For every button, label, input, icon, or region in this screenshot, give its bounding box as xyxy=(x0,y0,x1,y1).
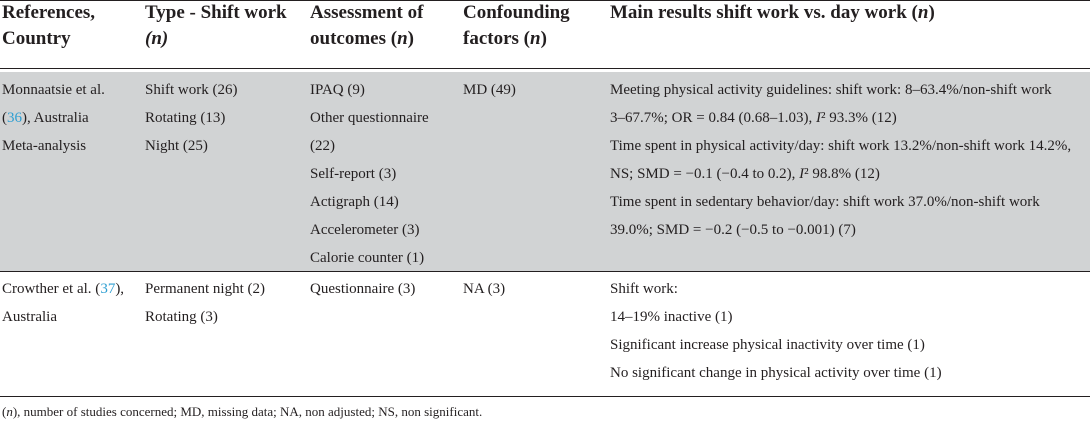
results-cell: Shift work: 14–19% inactive (1) Significant increase physical inactivity over time (1) No significant change in physical activity over time (1) xyxy=(610,281,942,381)
header-confounding: Confounding factors (n) xyxy=(463,2,570,49)
header-references-country: References, Country xyxy=(2,2,96,49)
citation-link[interactable]: 37 xyxy=(100,281,116,297)
table-footnote: (n), number of studies concerned; MD, missing data; NA, non adjusted; NS, non significant. xyxy=(2,404,483,419)
table-row xyxy=(0,271,1090,397)
results-cell: Meeting physical activity guidelines: shift work: 8–63.4%/non-shift work 3–67.7%; OR = 0.84 (0.68–1.03), I² 93.3% (12) Time spent in physical activity/day: shift work 13.2%/non-shift work 14.2%, NS; SMD = −0.1 (−0.4 to 0.2), I² 98.8% (12) Time spent in sedentary behavior/day: shift work 37.0%/non-shift work 39.0%; SMD = −0.2 (−0.5 to −0.001) (7) xyxy=(610,82,1072,238)
shift-type-cell: Shift work (26) Rotating (13) Night (25) xyxy=(145,82,238,154)
confounding-cell: MD (49) xyxy=(463,82,516,98)
header-assessment: Assessment of outcomes (n) xyxy=(310,2,424,49)
header-shift-type: Type - Shift work (n) xyxy=(145,2,287,49)
confounding-cell: NA (3) xyxy=(463,281,506,297)
table-header-row xyxy=(0,0,1090,69)
shift-type-cell: Permanent night (2) Rotating (3) xyxy=(145,281,265,325)
reference-cell: Monnaatsie et al. (36), Australia Meta-analysis xyxy=(2,82,105,154)
assessment-cell: IPAQ (9) Other questionnaire (22) Self-report (3) Actigraph (14) Accelerometer (3) Calorie counter (1) xyxy=(310,82,429,266)
header-main-results: Main results shift work vs. day work (n) xyxy=(610,2,935,23)
table-row xyxy=(0,72,1090,271)
citation-link[interactable]: 36 xyxy=(7,110,22,126)
reference-line: (36), Australia xyxy=(2,110,89,126)
assessment-cell: Questionnaire (3) xyxy=(310,281,416,297)
reference-line: Crowther et al. (37), xyxy=(2,281,125,297)
reference-cell: Crowther et al. (37), Australia xyxy=(2,275,124,331)
